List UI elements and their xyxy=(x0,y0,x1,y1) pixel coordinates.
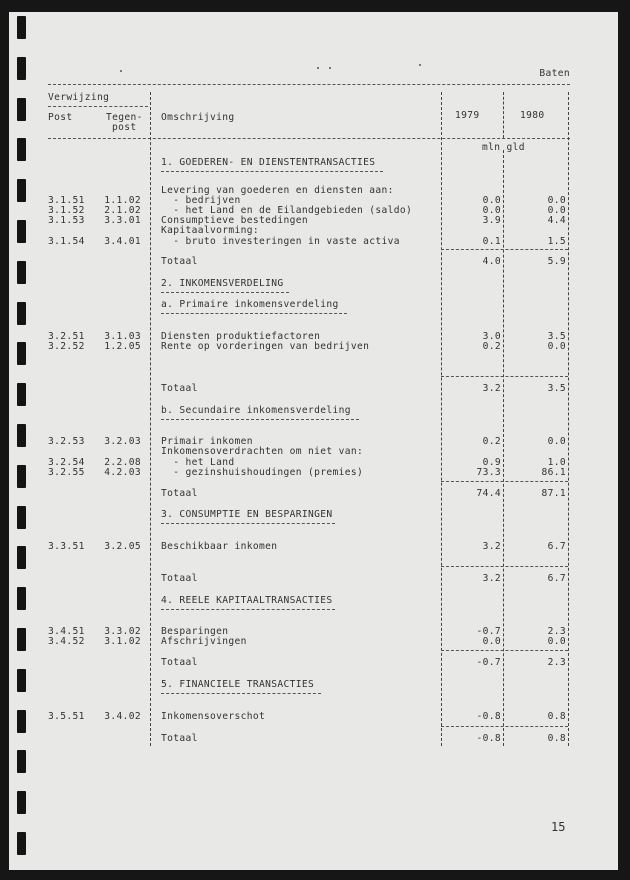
punch-hole xyxy=(17,179,26,202)
post-code: 3.2.51 xyxy=(48,331,85,342)
value-1980: 3.5 xyxy=(547,331,566,342)
value-1980: 2.3 xyxy=(547,626,566,637)
counterpost-code: 3.4.02 xyxy=(104,711,141,722)
value-1979: 0.0 xyxy=(482,636,501,647)
row-description: Levering van goederen en diensten aan: xyxy=(161,185,394,196)
punch-hole xyxy=(17,342,26,365)
section-heading: 1. GOEDEREN- EN DIENSTENTRANSACTIES xyxy=(161,157,376,168)
page-number: 15 xyxy=(551,820,566,834)
total-label: Totaal xyxy=(161,256,198,267)
row-description: Diensten produktiefactoren xyxy=(161,331,321,342)
post-code: 3.4.52 xyxy=(48,636,85,647)
scan-speck xyxy=(120,70,122,72)
column-separator-years-body xyxy=(503,150,505,746)
value-1979: -0.8 xyxy=(476,711,501,722)
value-1979: -0.7 xyxy=(476,626,501,637)
counterpost-code: 4.2.03 xyxy=(104,467,141,478)
value-1980: 0.0 xyxy=(547,341,566,352)
section-heading: 4. REELE KAPITAALTRANSACTIES xyxy=(161,595,333,606)
subtotal-rule xyxy=(441,566,568,567)
total-label: Totaal xyxy=(161,488,198,499)
counterpost-code: 1.2.05 xyxy=(104,341,141,352)
value-1980: 0.8 xyxy=(547,711,566,722)
total-label: Totaal xyxy=(161,733,198,744)
post-code: 3.1.51 xyxy=(48,195,85,206)
punch-hole xyxy=(17,791,26,814)
value-1980: 0.0 xyxy=(547,636,566,647)
section-heading: 3. CONSUMPTIE EN BESPARINGEN xyxy=(161,509,333,520)
value-1980: 2.3 xyxy=(547,657,566,668)
subtotal-rule xyxy=(441,650,568,651)
reference-underline xyxy=(48,106,148,107)
value-1980: 0.8 xyxy=(547,733,566,744)
column-header-year-1979: 1979 xyxy=(455,110,480,121)
post-code: 3.2.53 xyxy=(48,436,85,447)
section-underline xyxy=(161,419,359,420)
value-1979: 0.9 xyxy=(482,457,501,468)
value-1979: 3.9 xyxy=(482,215,501,226)
column-separator-right xyxy=(568,92,570,746)
row-description: - gezinshuishoudingen (premies) xyxy=(161,467,364,478)
value-1979: 74.4 xyxy=(476,488,501,499)
column-separator-description xyxy=(441,92,443,746)
post-code: 3.2.54 xyxy=(48,457,85,468)
value-1979: 73.3 xyxy=(476,467,501,478)
value-1979: 3.0 xyxy=(482,331,501,342)
value-1980: 0.0 xyxy=(547,195,566,206)
value-1980: 1.5 xyxy=(547,236,566,247)
punch-hole xyxy=(17,710,26,733)
value-1980: 1.0 xyxy=(547,457,566,468)
value-1979: 0.1 xyxy=(482,236,501,247)
counterpost-code: 3.1.03 xyxy=(104,331,141,342)
column-header-counterpost: Tegen- xyxy=(106,112,143,123)
counterpost-code: 3.2.03 xyxy=(104,436,141,447)
section-underline xyxy=(161,523,335,524)
subtotal-rule xyxy=(441,726,568,727)
value-1979: 4.0 xyxy=(482,256,501,267)
column-header-year-1980: 1980 xyxy=(520,110,545,121)
punch-hole xyxy=(17,383,26,406)
column-header-post: Post xyxy=(48,112,73,123)
post-code: 3.4.51 xyxy=(48,626,85,637)
value-1979: 0.0 xyxy=(482,205,501,216)
total-label: Totaal xyxy=(161,383,198,394)
punch-hole xyxy=(17,465,26,488)
row-description: Primair inkomen xyxy=(161,436,253,447)
value-1979: 3.2 xyxy=(482,383,501,394)
punch-hole xyxy=(17,261,26,284)
value-1980: 87.1 xyxy=(541,488,566,499)
counterpost-code: 3.3.01 xyxy=(104,215,141,226)
subtotal-rule xyxy=(441,376,568,377)
punch-hole xyxy=(17,138,26,161)
punch-hole xyxy=(17,832,26,855)
value-1980: 4.4 xyxy=(547,215,566,226)
section-underline xyxy=(161,292,289,293)
value-1979: 0.0 xyxy=(482,195,501,206)
value-1979: -0.8 xyxy=(476,733,501,744)
punch-hole xyxy=(17,546,26,569)
punch-hole xyxy=(17,98,26,121)
subtotal-rule xyxy=(441,249,568,250)
row-description: - het Land en de Eilandgebieden (saldo) xyxy=(161,205,413,216)
value-1979: -0.7 xyxy=(476,657,501,668)
section-heading: 5. FINANCIELE TRANSACTIES xyxy=(161,679,315,690)
side-label-baten: Baten xyxy=(539,68,570,79)
punch-hole xyxy=(17,669,26,692)
total-label: Totaal xyxy=(161,573,198,584)
counterpost-code: 3.1.02 xyxy=(104,636,141,647)
subtotal-rule xyxy=(441,481,568,482)
post-code: 3.1.52 xyxy=(48,205,85,216)
row-description: Beschikbaar inkomen xyxy=(161,541,278,552)
scan-speck xyxy=(329,67,331,69)
total-label: Totaal xyxy=(161,657,198,668)
post-code: 3.1.54 xyxy=(48,236,85,247)
row-description: - het Land xyxy=(161,457,235,468)
punch-hole xyxy=(17,220,26,243)
value-1980: 6.7 xyxy=(547,541,566,552)
unit-label: mln gld xyxy=(482,142,525,153)
scan-speck xyxy=(419,64,421,66)
row-description: Inkomensoverschot xyxy=(161,711,266,722)
section-underline xyxy=(161,609,335,610)
counterpost-code: 2.1.02 xyxy=(104,205,141,216)
punch-hole xyxy=(17,424,26,447)
counterpost-code: 2.2.08 xyxy=(104,457,141,468)
row-description: Consumptieve bestedingen xyxy=(161,215,309,226)
value-1979: 0.2 xyxy=(482,341,501,352)
row-description: Inkomensoverdrachten om niet van: xyxy=(161,446,364,457)
scan-speck xyxy=(317,67,319,69)
section-heading: b. Secundaire inkomensverdeling xyxy=(161,405,351,416)
punch-hole xyxy=(17,506,26,529)
punch-hole xyxy=(17,587,26,610)
post-code: 3.2.52 xyxy=(48,341,85,352)
row-description: - bruto investeringen in vaste activa xyxy=(161,236,400,247)
column-header-counterpost-2: post xyxy=(112,122,137,133)
punch-hole xyxy=(17,16,26,39)
row-description: - bedrijven xyxy=(161,195,241,206)
column-separator-years xyxy=(503,92,505,138)
punch-hole xyxy=(17,302,26,325)
post-code: 3.2.55 xyxy=(48,467,85,478)
header-bottom-rule xyxy=(48,138,570,139)
column-separator-reference xyxy=(150,92,152,746)
value-1980: 6.7 xyxy=(547,573,566,584)
row-description: Kapitaalvorming: xyxy=(161,225,260,236)
value-1979: 3.2 xyxy=(482,573,501,584)
post-code: 3.3.51 xyxy=(48,541,85,552)
row-description: Rente op vorderingen van bedrijven xyxy=(161,341,370,352)
post-code: 3.1.53 xyxy=(48,215,85,226)
value-1979: 0.2 xyxy=(482,436,501,447)
row-description: Afschrijvingen xyxy=(161,636,247,647)
counterpost-code: 3.4.01 xyxy=(104,236,141,247)
post-code: 3.5.51 xyxy=(48,711,85,722)
punch-hole xyxy=(17,750,26,773)
counterpost-code: 3.2.05 xyxy=(104,541,141,552)
value-1980: 5.9 xyxy=(547,256,566,267)
punch-hole xyxy=(17,628,26,651)
value-1980: 0.0 xyxy=(547,205,566,216)
section-underline xyxy=(161,693,321,694)
section-underline xyxy=(161,313,347,314)
punch-hole xyxy=(17,57,26,80)
counterpost-code: 3.3.02 xyxy=(104,626,141,637)
column-header-reference: Verwijzing xyxy=(48,92,110,103)
value-1980: 86.1 xyxy=(541,467,566,478)
value-1979: 3.2 xyxy=(482,541,501,552)
column-header-description: Omschrijving xyxy=(161,112,235,123)
value-1980: 3.5 xyxy=(547,383,566,394)
section-heading: a. Primaire inkomensverdeling xyxy=(161,299,339,310)
counterpost-code: 1.1.02 xyxy=(104,195,141,206)
value-1980: 0.0 xyxy=(547,436,566,447)
header-top-rule xyxy=(48,84,570,85)
section-heading: 2. INKOMENSVERDELING xyxy=(161,278,284,289)
section-underline xyxy=(161,171,383,172)
row-description: Besparingen xyxy=(161,626,229,637)
